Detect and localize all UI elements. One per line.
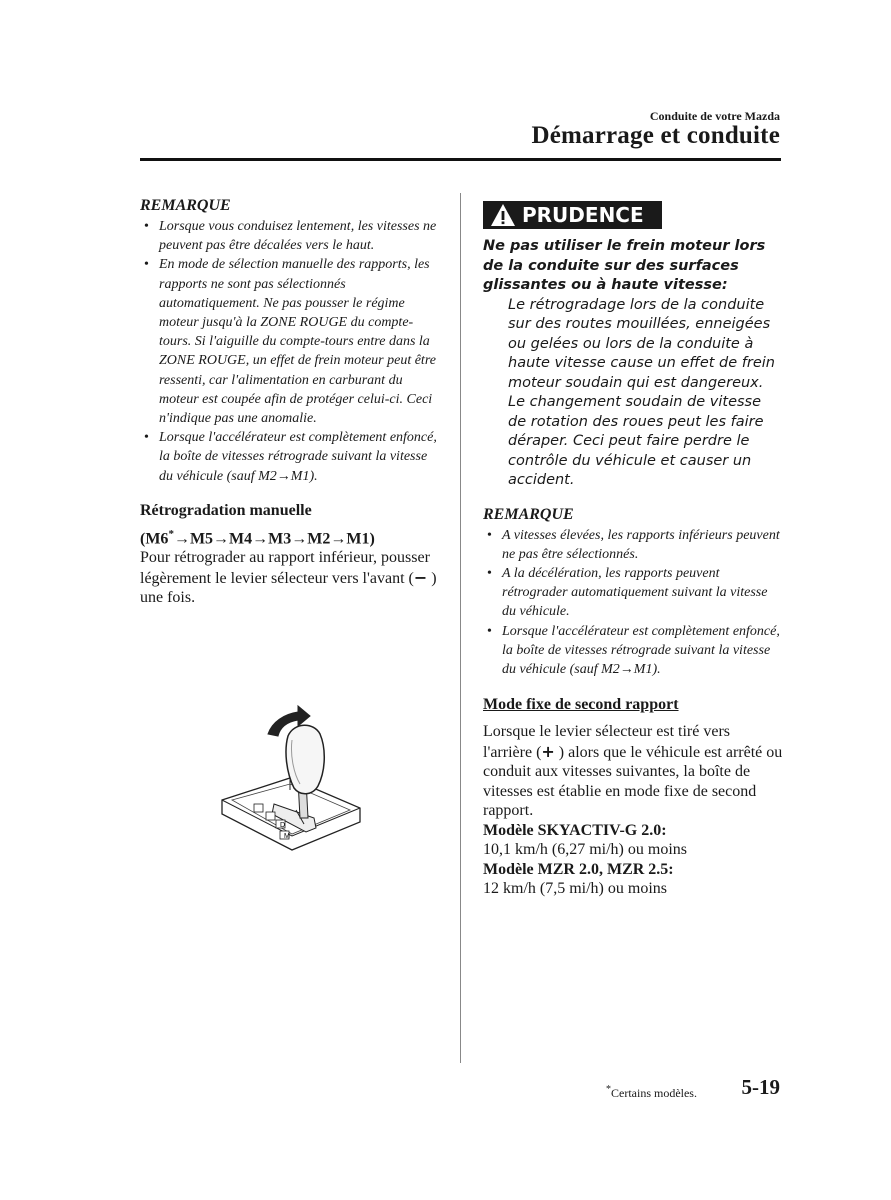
hold-mode-text — [483, 722, 783, 821]
gear-lever-illustration — [214, 700, 364, 870]
note-title: REMARQUE — [140, 197, 231, 214]
hold-mode-heading: Mode fixe de second rapport — [483, 696, 679, 714]
note-item: • A la décélération, les rapports peuvent rétrograder automatiquement suivant la vitesse du véhicule. — [483, 564, 783, 622]
footnote-star: * — [168, 527, 174, 540]
page-number: 5-19 — [741, 1075, 780, 1099]
downshift-seq-rest: →M5→M4→M3→M2→M1) — [173, 530, 375, 548]
page-title: Démarrage et conduite — [531, 122, 780, 149]
downshift-text-b: ) une fois. — [140, 569, 437, 607]
footnote — [606, 1084, 697, 1101]
caution-body: Le rétrogradage lors de la conduite sur des routes mouillées, enneigées ou gelées ou lors de la conduite à haute vitesse cause un effet de frein moteur soudain qui est dangereux. Le changement soudain de vitesse de rotation des roues peut les faire déraper. Ceci peut faire perdre le contrôle du véhicule et causer un accident. — [508, 296, 775, 488]
downshift-seq-start: (M6 — [140, 530, 169, 548]
model2-value: 12 km/h (7,5 mi/h) ou moins — [483, 880, 667, 898]
section-label: Conduite de votre Mazda — [649, 109, 780, 123]
model2-label: Modèle MZR 2.0, MZR 2.5: — [483, 860, 674, 878]
note-item: • Lorsque vous conduisez lentement, les vitesses ne peuvent pas être décalées vers le haut. — [140, 217, 440, 255]
note-title: REMARQUE — [483, 505, 574, 523]
note-item: • Lorsque l'accélérateur est complètement enfoncé, la boîte de vitesses rétrograde suivant la vitesse du véhicule (sauf M2→M1). — [483, 622, 783, 680]
downshift-sequence — [140, 528, 440, 548]
header-rule — [140, 158, 781, 161]
caution-badge-label: PRUDENCE — [522, 203, 644, 227]
left-column — [140, 197, 440, 608]
note-list — [140, 217, 440, 486]
model1-label: Modèle SKYACTIV-G 2.0: — [483, 821, 667, 839]
warning-icon — [490, 203, 516, 227]
note-list — [483, 526, 783, 680]
plus-symbol: + — [541, 741, 555, 761]
column-divider — [460, 193, 461, 1063]
downshift-heading: Rétrogradation manuelle — [140, 501, 312, 519]
label-d: D — [280, 822, 286, 829]
downshift-text — [140, 548, 440, 608]
downshift-text-a: Pour rétrograder au rapport inférieur, pousser légèrement le levier sélecteur vers l'avant ( — [140, 549, 430, 587]
hold-text-b: ) alors que le véhicule est arrêté ou conduit aux vitesses suivantes, la boîte de vitesses est établie en mode fixe de second rapport. — [483, 743, 783, 820]
caution-heading: Ne pas utiliser le frein moteur lors de la conduite sur des surfaces glissantes ou à haute vitesse: — [483, 238, 766, 293]
note-item: • Lorsque l'accélérateur est complètement enfoncé, la boîte de vitesses rétrograde suivant la vitesse du véhicule (sauf M2→M1). — [140, 428, 440, 486]
hold-text-a: Lorsque le levier sélecteur est tiré vers l'arrière ( — [483, 723, 730, 761]
footnote-star: * — [606, 1084, 611, 1095]
label-m: M — [284, 833, 290, 840]
note-item: • A vitesses élevées, les rapports inférieurs peuvent ne pas être sélectionnés. — [483, 526, 783, 564]
note-item: • En mode de sélection manuelle des rapports, les rapports ne sont pas sélectionnés automatiquement. Ne pas pousser le régime moteur jusqu'à la ZONE ROUGE du compte-tours. Si l'aiguille du compte-tours entre dans la ZONE ROUGE, un effet de frein moteur peut être ressenti, car l'alimentation en carburant du moteur est coupée afin de protéger celui-ci. Ceci n'indique pas une anomalie. — [140, 255, 440, 428]
position-marker — [254, 804, 263, 812]
model1-value: 10,1 km/h (6,27 mi/h) ou moins — [483, 841, 687, 859]
footnote-text: Certains modèles. — [611, 1086, 697, 1100]
right-column — [483, 201, 783, 899]
minus-symbol: − — [413, 567, 428, 587]
caution-badge — [483, 201, 662, 229]
